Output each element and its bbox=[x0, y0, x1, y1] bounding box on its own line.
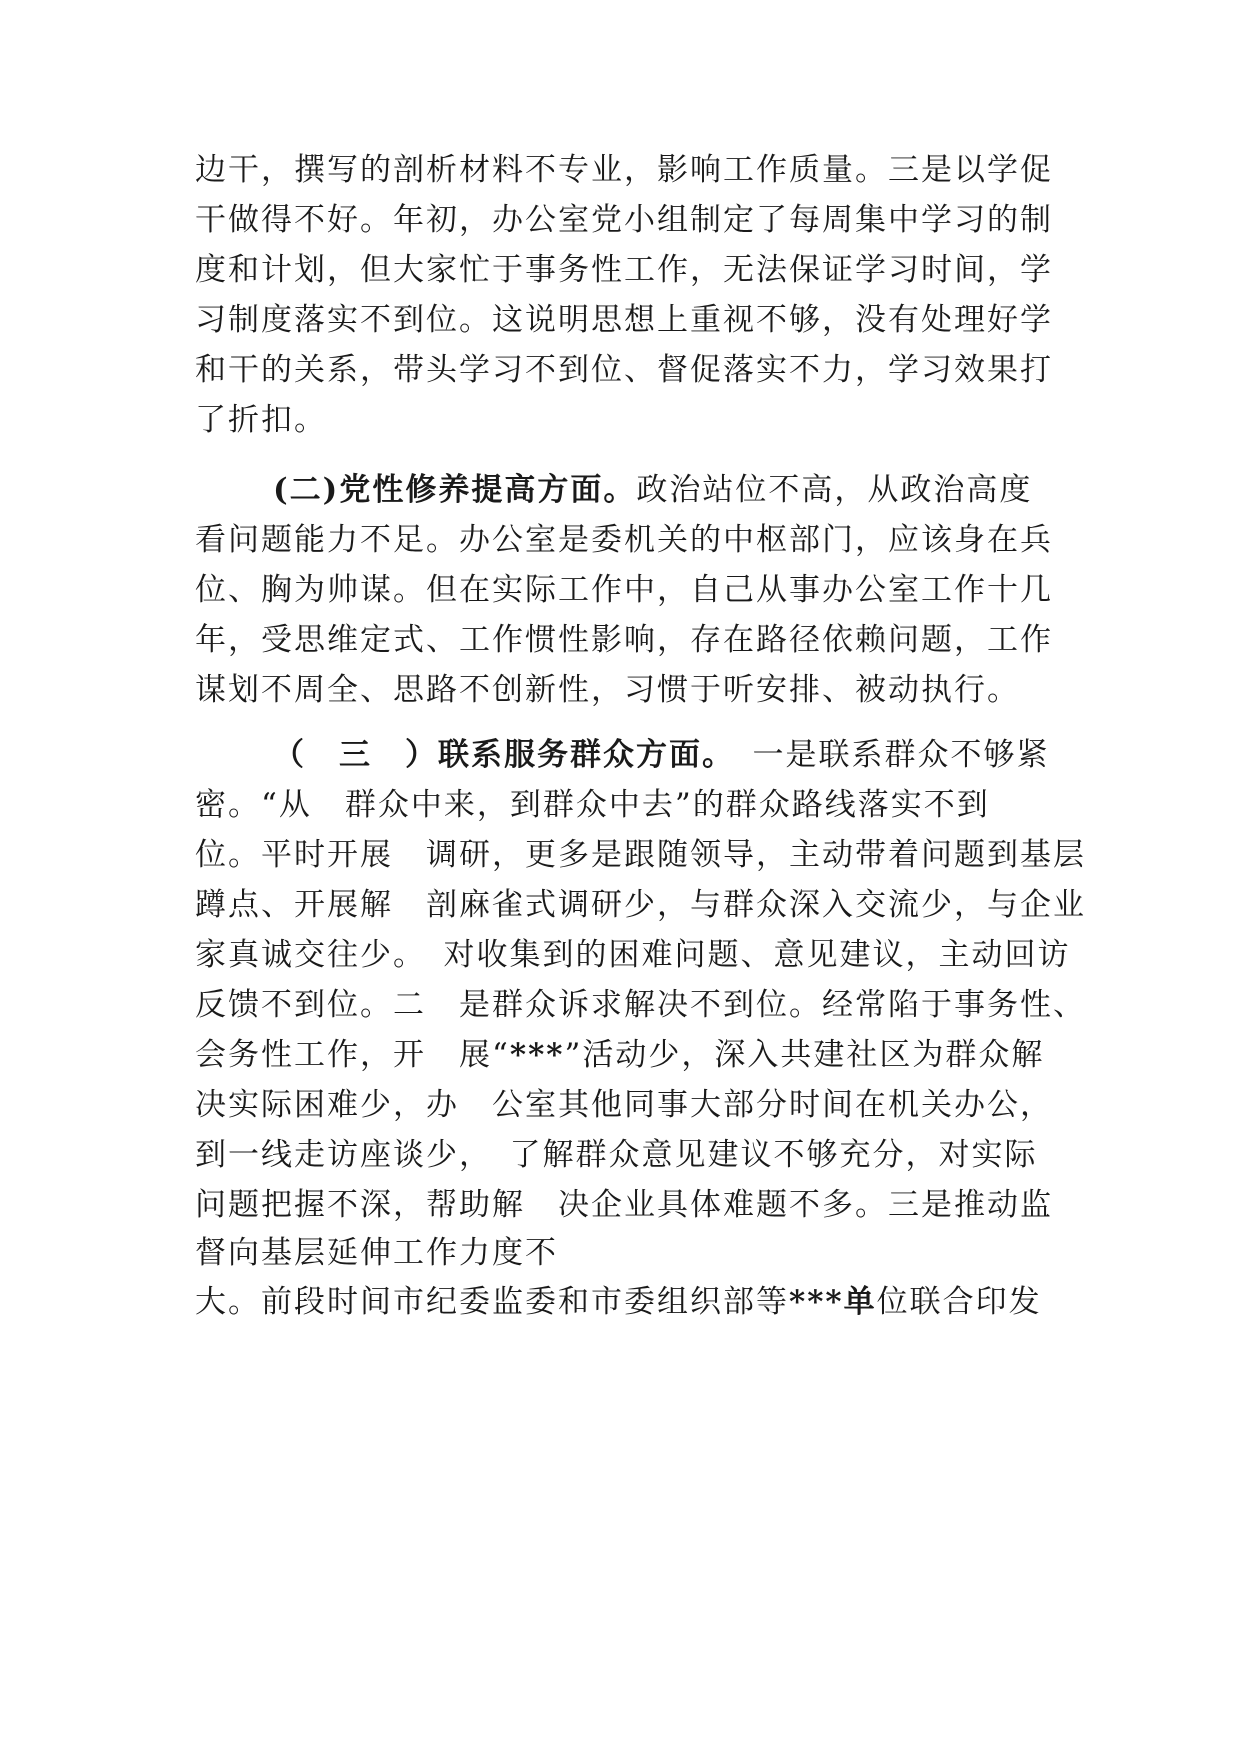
text-line: 问题把握不深，帮助解 决企业具体难题不多。三是推动监 bbox=[195, 1187, 1053, 1223]
text-segment: ”活动少，深入共建社区为群众解 bbox=[564, 1037, 1045, 1073]
text-line-mixed bbox=[195, 1035, 1044, 1075]
redacted-mark: *** bbox=[509, 1037, 565, 1073]
text-line: 谋划不周全、思路不创新性，习惯于听安排、被动执行。 bbox=[195, 672, 1020, 708]
text-line: 习制度落实不到位。这说明思想上重视不够，没有处理好学 bbox=[195, 302, 1053, 338]
section-3-line bbox=[273, 735, 1050, 775]
text-line: 决实际困难少，办 公室其他同事大部分时间在机关办公， bbox=[195, 1087, 1053, 1123]
text-line: 边干，撰写的剖析材料不专业，影响工作质量。三是以学促 bbox=[195, 152, 1053, 188]
text-line: 干做得不好。年初，办公室党小组制定了每周集中学习的制 bbox=[195, 202, 1053, 238]
text-line: 位。平时开展 调研，更多是跟随领导，主动带着问题到基层 bbox=[195, 837, 1086, 873]
text-line: 密。“从 群众中来，到群众中去”的群众路线落实不到 bbox=[195, 787, 990, 823]
text-line-mixed bbox=[195, 1282, 1042, 1322]
text-line: 位、胸为帅谋。但在实际工作中，自己从事办公室工作十几 bbox=[195, 572, 1053, 608]
text-line: 家真诚交往少。 对收集到的困难问题、意见建议，主动回访 bbox=[195, 937, 1071, 973]
section-2-heading: (二)党性修养提高方面。 bbox=[273, 472, 637, 508]
text-line: 了折扣。 bbox=[195, 402, 327, 438]
text-line: 到一线走访座谈少， 了解群众意见建议不够充分，对实际 bbox=[195, 1137, 1038, 1173]
text-segment: 大。前段时间市纪委监委和市委组织部等 bbox=[195, 1284, 789, 1320]
text-line: 看问题能力不足。办公室是委机关的中枢部门，应该身在兵 bbox=[195, 522, 1053, 558]
section-2-text: 政治站位不高，从政治高度 bbox=[636, 472, 1033, 508]
text-segment: 位联合印发 bbox=[876, 1284, 1042, 1320]
section-3-heading: （ 三 ）联系服务群众方面。 bbox=[273, 737, 720, 773]
section-3-text: 一是联系群众不够紧 bbox=[719, 737, 1050, 773]
text-line: 年，受思维定式、工作惯性影响，存在路径依赖问题，工作 bbox=[195, 622, 1053, 658]
text-line: 和干的关系，带头学习不到位、督促落实不力，学习效果打 bbox=[195, 352, 1053, 388]
text-line: 督向基层延伸工作力度不 bbox=[195, 1235, 558, 1271]
text-line: 度和计划，但大家忙于事务性工作，无法保证学习时间，学 bbox=[195, 252, 1053, 288]
text-line: 反馈不到位。二 是群众诉求解决不到位。经常陷于事务性、 bbox=[195, 987, 1086, 1023]
text-line: 蹲点、开展解 剖麻雀式调研少，与群众深入交流少，与企业 bbox=[195, 887, 1086, 923]
redacted-mark: ***单 bbox=[789, 1284, 877, 1320]
text-segment: 会务性工作，开 展“ bbox=[195, 1037, 510, 1073]
section-2-line bbox=[273, 470, 1032, 510]
